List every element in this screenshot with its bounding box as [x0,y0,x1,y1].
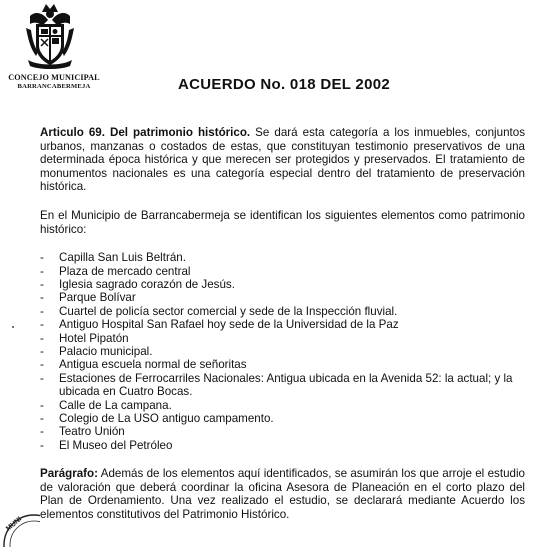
scan-speck [12,326,14,328]
list-item: - Hotel Pipatón [40,332,525,345]
list-item: - Colegio de La USO antiguo campamento. [40,412,525,425]
article-text: Se dará esta categoría a los inmuebles, conjuntos urbanos, manzanas o costados de estas, que constituyan testimonio preservativos de una determinada época histórica y que merecen ser protegidos y preservados. El tratamiento de monumentos nacionales es una categoría especial dentro del tratamiento de preservación histórica. [40,126,525,194]
document-title: ACUERDO No. 018 DEL 2002 [178,76,390,93]
list-item: - Teatro Unión [40,425,525,438]
coat-of-arms-icon [22,2,78,70]
intro-paragraph: En el Municipio de Barrancabermeja se identifican los siguientes elementos como patrimonio histórico: [40,208,525,236]
list-item: - Iglesia sagrado corazón de Jesús. [40,278,525,291]
paragrafo-text: Además de los elementos aquí identificados, se asumirán los que arroje el estudio de valoración que deberá coordinar la oficina Asesora de Planeación en el corto plazo del Plan de Ordenamiento. Una vez realizado el estudio, se declarará mediante Acuerdo los elementos constitutivos del Patrimonio Histórico. [40,467,525,522]
article-paragraph [40,126,525,194]
list-item: - Antigua escuela normal de señoritas [40,358,525,371]
seal-text: MUNI [5,515,24,533]
paragrafo-paragraph [40,467,525,521]
article-heading: Articulo 69. Del patrimonio histórico. [40,126,251,139]
list-item: - Palacio municipal. [40,345,525,358]
list-item: - Antiguo Hospital San Rafael hoy sede de la Universidad de la Paz [40,318,525,331]
heritage-list [40,251,525,452]
list-item: - Plaza de mercado central [40,265,525,278]
council-line-2: BARRANCABERMEJA [17,83,91,90]
paragrafo-heading: Parágrafo: [40,467,98,481]
official-seal-icon [0,507,40,547]
document-body [40,126,525,522]
list-item: - Cuartel de policía sector comercial y sede de la Inspección fluvial. [40,305,525,318]
list-item: - Parque Bolívar [40,291,525,304]
list-item: - El Museo del Petróleo [40,439,525,452]
list-item: - Calle de La campana. [40,399,525,412]
council-line-1: CONCEJO MUNICIPAL [8,73,100,82]
list-item: - Capilla San Luis Beltrán. [40,251,525,264]
council-name [0,73,108,91]
list-item: - Estaciones de Ferrocarriles Nacionales: Antigua ubicada en la Avenida 52: la actual; y la ubicada en Cuatro Bocas. [40,372,525,399]
